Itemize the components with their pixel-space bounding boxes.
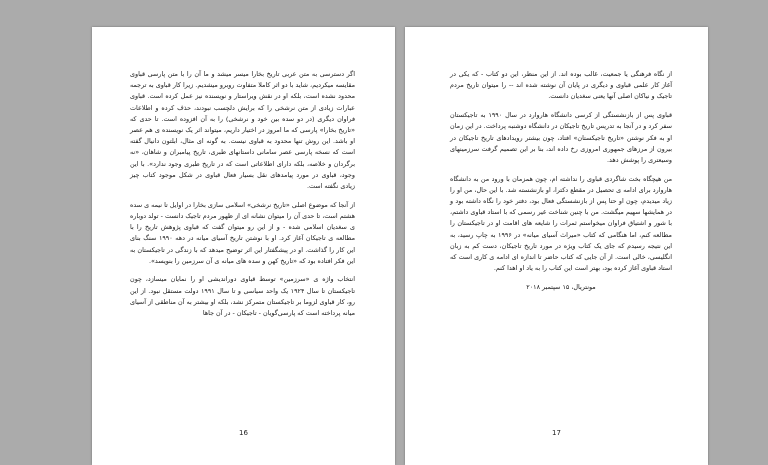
document-page-16 — [92, 27, 395, 465]
page-number: 16 — [239, 429, 248, 437]
paragraph: از نگاه فرهنگی یا جمعیت، غالب بوده اند. از این منظر، این دو کتاب - که یکی در آغاز کار علمی قباوی و دیگری در پایان آن نوشته شده اند -- را میتوان تاریخ مردم تاجیک و نیاکان اصلی آنها یعنی سغدیان دانست. — [450, 70, 672, 101]
paragraph: من هیچگاه بخت شاگردی قباوی را نداشته ام، چون همزمان با ورود من به دانشگاه هاروارد برای ادامه ی تحصیل در مقطع دکترا، او بازنشسته شد. با این حال، من او را زیاد میدیدم، چون او حتا پس از بازنشستگی فعال بود، دفتر خود را نگاه داشته بود و در همایشها سهیم میگشت. من با چنین شناخت غیر رسمی که با استاد قباوی داشتم، با شور و اشتیاق فراوان میخواستم ثمرات را شایعه های اقامت او در تاجیکستان را مطالعه کنم، اما هنگامی که کتاب «میراث آسیای میانه» در ۱۹۹۶ به چاپ رسید، به این نتیجه رسیدم که جای یک کتاب ویژه در مورد تاریخ تاجیکان، دست کم به زبان انگلیسی، خالی است. از آن جایی که کتاب حاضر تا اندازه ای ادامه ی کاری است که استاد قباوی آغاز کرده بود، بهتر است این کتاب را به یاد او اهدا کنم. — [450, 174, 672, 273]
paragraph: از آنجا که موضوع اصلی «تاریخ نرشخی» اسلامی سازی بخارا در اوایل تا نیمه ی سده هشتم است، تا حدی آن را میتوان نشانه ای از ظهور مردم تاجیک دانست - تولد دوباره ی سغدیان اسلامی شده - و از این رو میتوان گفت که قباوی پژوهش تاریخ را با مطالعه ی تاجیکان آغاز کرد. او با نوشتن تاریخ آسیای میانه در دهه ۱۹۹۰ سنگ بنای این کار را گذاشت. او در پیشگفتار این اثر توضیح میدهد که با زندگی در تاجیکستان به این فکر افتاده بود که «تاریخ کهن و سده های میانه ی آن سرزمین را بنویسد». — [130, 200, 355, 265]
page-body-text — [450, 69, 672, 301]
page-body-text — [130, 69, 355, 327]
page-number: 17 — [552, 429, 561, 437]
paragraph: اگر دسترسی به متن عربی تاریخ بخارا میسر میشد و ما آن را با متن پارسی قباوی مقایسه میکردیم، شاید با دو اثر کاملا متفاوت روبرو میشدیم. زیرا کار قباوی به ترجمه محدود نشده است، بلکه او در نقش ویراستار و نویسنده نیز عمل کرده است. قباوی عبارات زیادی از متن نرشخی را که برایش دلچسب نبودند، حذف کرده و اطلاعات فراوان دیگری (در دو سده بین خود و نرشخی) را به آن افزوده است. تا حدی که «تاریخ بخارا» پارسی که ما امروز در اختیار داریم، میتواند اثر یک نویسنده ی هم عصر او باشد. این روش تنها محدود به قباوی نیست. به گونه ای مثال، ابلتون دانیال گفته است که نسخه پارسی عصر سامانی داستانهای طبری، تاریخ پیامبران و شاهان، «نه برگردان و خلاصه، بلکه دارای اطلاعاتی است که در تاریخ طبری وجود ندارد». با این وجود، قباوی در مورد پیامدهای نقل بسیار فعال قباوی در شکل موجود کتاب چیز زیادی نگفته است. — [130, 70, 355, 191]
paragraph: قباوی پس از بازنشستگی از کرسی دانشگاه هاروارد در سال ۱۹۹۰ به تاجیکستان سفر کرد و در آنجا به تدریس تاریخ تاجیکان در دانشگاه دوشنبه پرداخت. در این زمان او به فکر نوشتن «تاریخ تاجیکستان» افتاد، چون بیشتر رویدادهای تاریخ تاجیکان در بیرون از مرزهای جمهوری امروزی رخ داده اند، بنا بر این تصمیم گرفت سرزمینهای وسیعتری را پوشش دهد. — [450, 111, 672, 164]
paragraph: انتخاب واژه ی «سرزمین» توسط قباوی دوراندیشی او را نمایان میسازد، چون تاجیکستان تا سال ۱۹۲۴ یک واحد سیاسی و تا سال ۱۹۹۱ دولت مستقل نبود. از این رو، کار قباوی لزوما بر تاجیکستان متمرکز نشد، بلکه او بیشتر به آن مناطقی از آسیای میانه پرداخته است که پارسی‌گویان - تاجیکان - در آن جاها — [130, 275, 355, 318]
signature-date: مونتریال، ۱۵ سپتمبر ۲۰۱۸ — [526, 282, 596, 291]
document-page-17 — [405, 27, 708, 465]
